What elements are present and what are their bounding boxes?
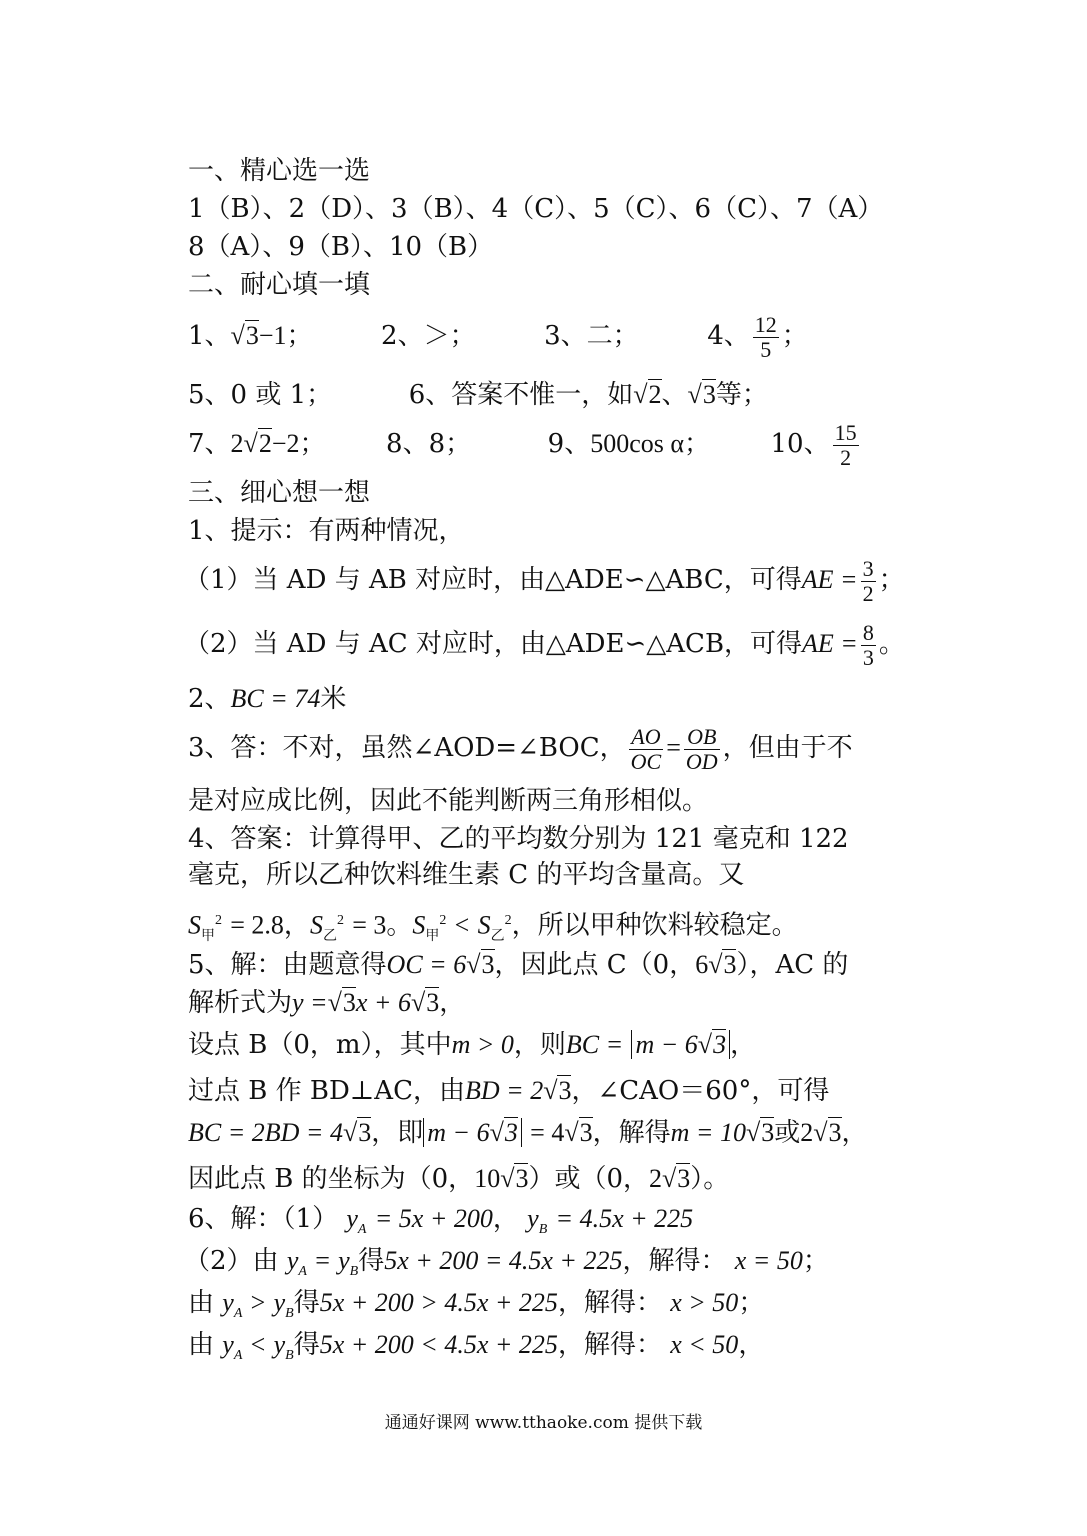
section2-heading: 二、耐心填一填 [188,270,371,300]
q3-line1: 3、答：不对，虽然∠AOD=∠BOC， $\frac{AO}{OC}$ = $\frac{OB}{OD}$ ，但由于不 [188,723,853,774]
q2-answer: 2、BC = 74米 [188,684,347,714]
section1-answers-row1: 1（B）、2（D）、3（B）、4（C）、5（C）、6（C）、7（A） [188,194,884,224]
section2-row2 [188,378,768,412]
q6-line2: （2）由 $y_A = y_B$得5x + 200 = 4.5x + 225，解得： x = 50； [184,1246,829,1280]
section2-row1 [188,306,808,366]
q5-line2: 解析式为y =√3x + 6√3， [188,988,466,1018]
answer-1: 1、√3−1； [188,321,313,351]
answer-10: 10、 $\frac{15}{2}$ [770,419,857,470]
q4-line2: 毫克，所以乙种饮料维生素 C 的平均含量高。又 [188,860,745,890]
answer-2: 2、＞； [381,321,476,351]
q1-intro: 1、提示：有两种情况， [188,516,465,546]
q6-line4: 由 $y_A < y_B$得5x + 200 < 4.5x + 225，解得： x < 50， [188,1330,765,1364]
q3-line2: 是对应成比例，因此不能判断两三角形相似。 [188,786,709,816]
q5-line6: 因此点 B 的坐标为（0，10√3）或（0，2√3）。 [188,1164,730,1194]
q1-case1: （1）当 AD 与 AB 对应时，由△ADE∽△ABC，可得AE = $\frac{3}{2}$ ； [184,555,905,606]
section1-heading: 一、精心选一选 [188,156,371,186]
answer-9: 9、500cos α； [547,429,710,459]
answer-4: 4、 $\frac{12}{5}$ ； [707,311,808,362]
answer-5: 5、0 或 1； [188,380,333,410]
q5-line4: 过点 B 作 BD⊥AC，由BD = 2√3，∠CAO＝60°，可得 [188,1076,830,1106]
q4-line1: 4、答案：计算得甲、乙的平均数分别为 121 毫克和 122 [188,824,849,854]
section3-heading: 三、细心想一想 [188,478,371,508]
section2-row3 [188,414,862,474]
q5-line3: 设点 B（0，m），其中m > 0，则BC = m − 6√3 ， [188,1030,757,1060]
q6-line3: 由 $y_A > y_B$得5x + 200 > 4.5x + 225，解得： x > 50； [188,1288,765,1322]
answer-3: 3、二； [544,321,639,351]
answer-6: 6、答案不惟一，如√2、√3等； [408,380,768,410]
q5-line5: BC = 2BD = 4√3，即 m − 6√3 = 4√3，解得m = 10√3或2√3， [188,1118,868,1148]
section1-answers-row2: 8（A）、9（B）、10（B） [188,232,494,262]
answer-7: 7、2√2−2； [188,429,326,459]
answer-8: 8、8； [386,429,472,459]
q5-line1: 5、解：由题意得OC = 6√3，因此点 C（0，6√3），AC 的 [188,950,849,980]
q4-line3: $S_甲^2 = 2.8$，$S_乙^2 = 3$。$S_甲^2 < S_乙^2$，所以甲种饮料较稳定。 [188,910,798,944]
q1-case2: （2）当 AD 与 AC 对应时，由△ADE∽△ACB，可得AE = $\frac{8}{3}$ 。 [184,619,905,670]
q6-line1: 6、解：（1） $y_A = 5x + 200$， $y_B = 4.5x + 225$ [188,1204,694,1238]
page-footer: 通通好课网 www.tthaoke.com 提供下载 [384,1413,703,1433]
